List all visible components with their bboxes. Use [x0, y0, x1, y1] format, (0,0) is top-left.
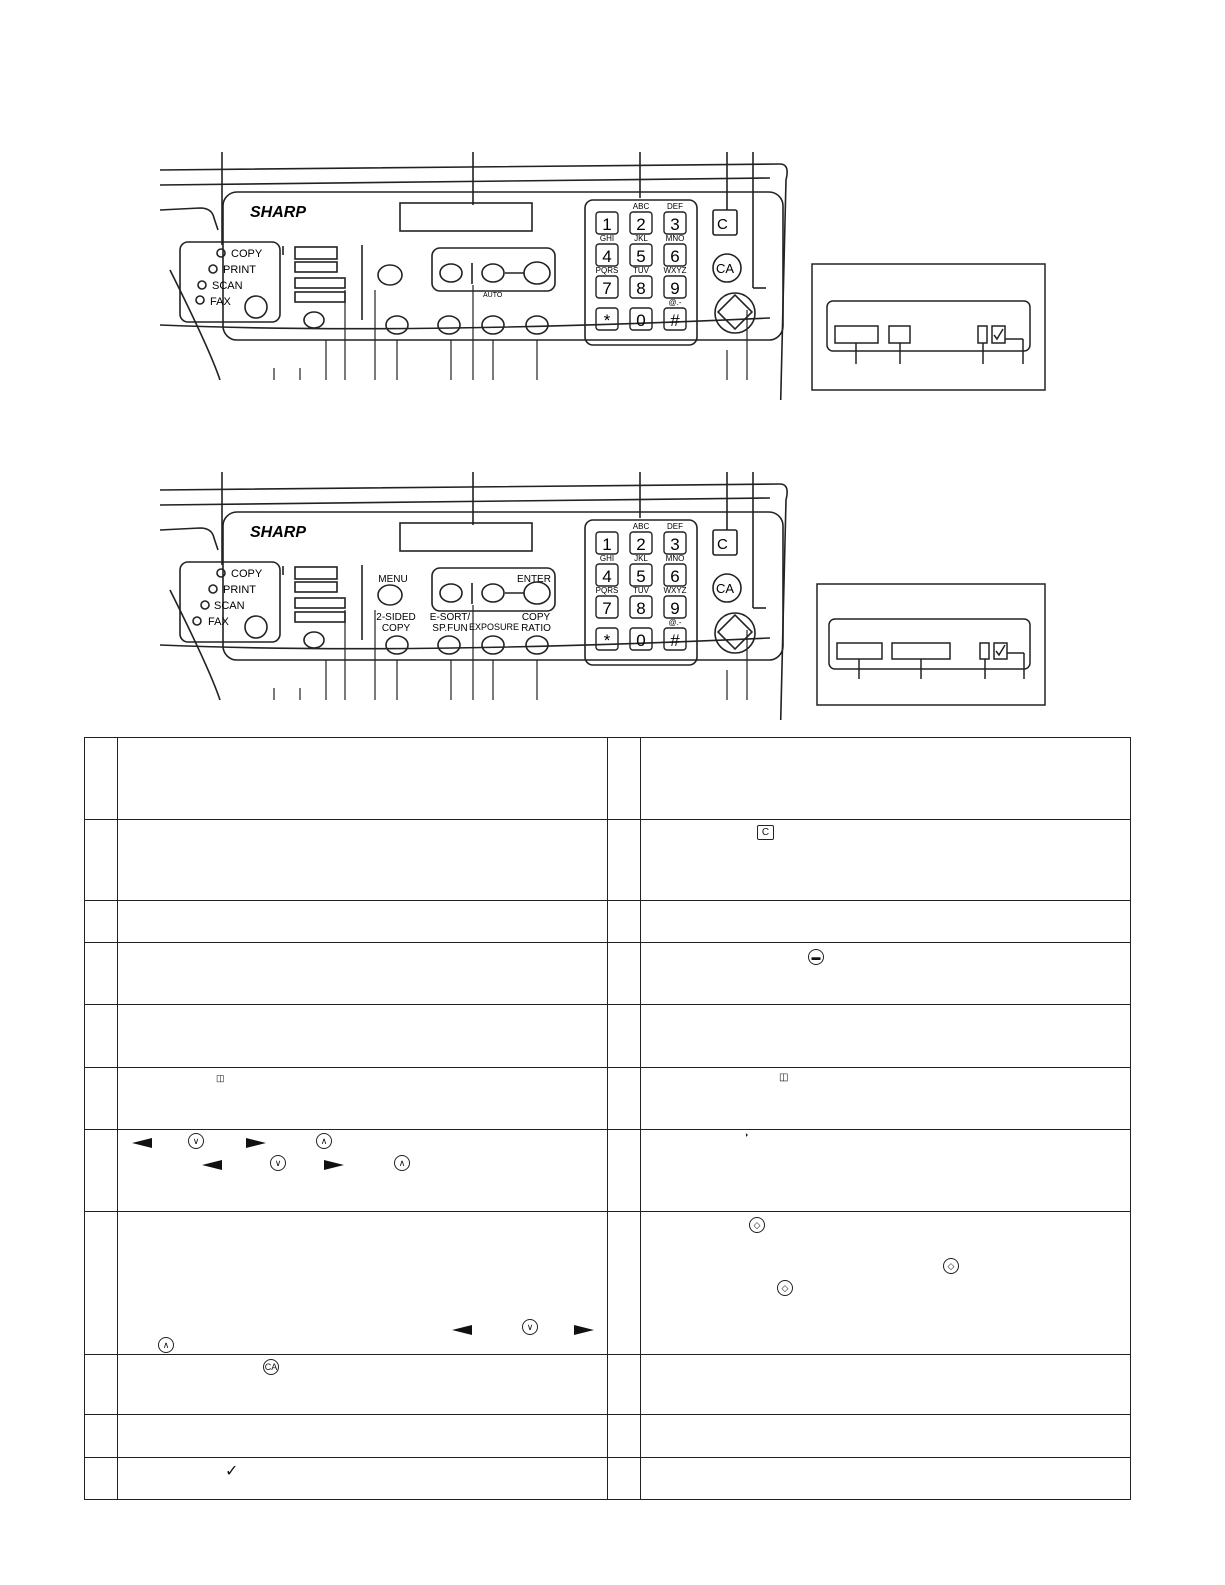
table-row [85, 820, 1131, 901]
keypad-key-label: 2 [636, 535, 646, 554]
right-arrow-icon [324, 1160, 344, 1170]
keypad-key-label: 7 [602, 599, 612, 618]
table-row [85, 1458, 1131, 1500]
brand-logo: SHARP [250, 204, 307, 221]
job-status-key-icon: ▬ [808, 949, 824, 965]
start-key-icon: ◇ [749, 1217, 765, 1233]
display-inset-top [811, 263, 1047, 393]
mode-fax-label: FAX [208, 616, 229, 628]
table-row [85, 1068, 1131, 1130]
keypad-key-label: # [670, 311, 680, 330]
clear-all-key-label: CA [716, 581, 735, 596]
table-row [85, 1005, 1131, 1068]
keypad-key-label: 5 [636, 567, 646, 586]
keypad-letters-label: JKL [634, 234, 648, 243]
checkmark-icon: ✓ [225, 1463, 239, 1480]
numeric-keypad [596, 202, 687, 330]
up-key-icon: ∧ [316, 1133, 332, 1149]
keypad-letters-label: ABC [632, 522, 650, 531]
keypad-key-label: 4 [602, 567, 612, 586]
display-inset-bottom [816, 583, 1048, 708]
keypad-key-label: 3 [670, 215, 680, 234]
two-sided-copy-line-2: COPY [381, 623, 411, 634]
keypad-key-label: # [670, 631, 680, 650]
keypad-key-label: 9 [670, 279, 680, 298]
mode-scan-label: SCAN [212, 280, 243, 292]
copy-ratio-key-label [521, 612, 551, 634]
up-key-icon: ∧ [394, 1155, 410, 1171]
e-sort-line-2: SP.FUN [432, 623, 468, 634]
keypad-letters-label: MNO [665, 234, 685, 243]
down-key-icon: ∨ [270, 1155, 286, 1171]
keypad-key-label: 6 [670, 567, 680, 586]
keypad-letters-label: PQRS [595, 266, 619, 275]
exposure-key-label: EXPOSURE [468, 622, 520, 632]
keypad-letters-label: JKL [634, 554, 648, 563]
left-arrow-icon [452, 1325, 472, 1335]
keypad-key-label: 3 [670, 535, 680, 554]
enter-key-label: ENTER [517, 574, 551, 585]
clear-key-icon: C [757, 825, 774, 840]
keypad-letters-label: TUV [633, 266, 649, 275]
mode-print-label: PRINT [223, 584, 256, 596]
start-key-icon: ◇ [777, 1280, 793, 1296]
keypad-key-label: 6 [670, 247, 680, 266]
keypad-letters-label: @.- [668, 298, 682, 307]
legend-table [84, 737, 1131, 1500]
keypad-key-label: * [603, 631, 611, 650]
numeric-keypad [596, 522, 687, 650]
table-row [85, 1415, 1131, 1458]
mode-scan-label: SCAN [214, 600, 245, 612]
start-key-icon: ◇ [943, 1258, 959, 1274]
keypad-letters-label: PQRS [595, 586, 619, 595]
clear-key-label: C [717, 536, 728, 553]
keypad-key-label: 8 [636, 599, 646, 618]
brand-logo: SHARP [250, 524, 307, 541]
two-sided-copy-key-label [376, 612, 415, 634]
mode-fax-label: FAX [210, 296, 231, 308]
table-row [85, 1212, 1131, 1355]
keypad-key-label: 1 [602, 215, 612, 234]
keypad-letters-label: DEF [667, 522, 683, 531]
left-arrow-icon [132, 1138, 152, 1148]
keypad-key-label: 7 [602, 279, 612, 298]
clear-key-label: C [717, 216, 728, 233]
table-row [85, 738, 1131, 820]
left-arrow-icon [202, 1160, 222, 1170]
two-sided-copy-line-1: 2-SIDED [376, 612, 416, 623]
clear-all-key-label: CA [716, 261, 735, 276]
table-row [85, 901, 1131, 943]
keypad-key-label: 0 [636, 631, 646, 650]
auto-label: AUTO [483, 292, 503, 299]
keypad-letters-label: WXYZ [663, 586, 687, 595]
clear-all-key-icon: CA [263, 1359, 279, 1375]
e-sort-key-label [430, 612, 471, 634]
keypad-letters-label: TUV [633, 586, 649, 595]
keypad-letters-label: @.- [668, 618, 682, 627]
down-key-icon: ∨ [522, 1319, 538, 1335]
keypad-key-label: 8 [636, 279, 646, 298]
up-key-icon: ∧ [158, 1337, 174, 1353]
table-row [85, 1130, 1131, 1212]
down-key-icon: ∨ [188, 1133, 204, 1149]
keypad-key-label: 4 [602, 247, 612, 266]
keypad-letters-label: GHI [599, 554, 615, 563]
copy-ratio-line-2: RATIO [521, 623, 551, 634]
keypad-letters-label: WXYZ [663, 266, 687, 275]
keypad-letters-label: ABC [632, 202, 650, 211]
keypad-key-label: 9 [670, 599, 680, 618]
mode-copy-label: COPY [231, 248, 263, 260]
table-row [85, 943, 1131, 1005]
mode-print-label: PRINT [223, 264, 256, 276]
mode-copy-label: COPY [231, 568, 263, 580]
e-sort-icon: ◫ [779, 1072, 789, 1083]
right-arrow-icon [246, 1138, 266, 1148]
keypad-key-label: * [603, 311, 611, 330]
right-arrow-icon [574, 1325, 594, 1335]
two-sided-copy-icon: ◫ [216, 1073, 225, 1083]
keypad-key-label: 1 [602, 535, 612, 554]
table-row [85, 1355, 1131, 1415]
keypad-letters-label: GHI [599, 234, 615, 243]
keypad-key-label: 2 [636, 215, 646, 234]
keypad-letters-label: DEF [667, 202, 683, 211]
keypad-key-label: 0 [636, 311, 646, 330]
keypad-letters-label: MNO [665, 554, 685, 563]
copy-ratio-line-1: COPY [521, 612, 551, 623]
auto-exposure-icon: ◑ [744, 1132, 749, 1139]
e-sort-line-1: E-SORT/ [429, 612, 471, 623]
keypad-key-label: 5 [636, 247, 646, 266]
menu-key-label: MENU [378, 574, 408, 585]
